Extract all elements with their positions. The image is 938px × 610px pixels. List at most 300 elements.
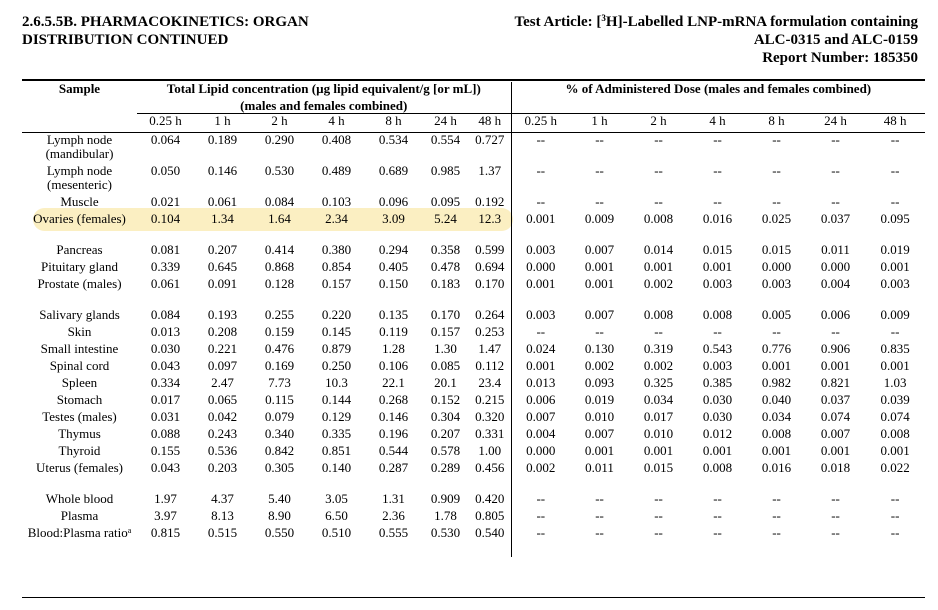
dose-cell: -- [654, 525, 663, 540]
sample-name: Pituitary gland [41, 259, 118, 274]
sample-name: Spleen [61, 375, 98, 390]
dose-cell: 0.007 [584, 426, 615, 441]
sample-name: Thymus [58, 426, 101, 441]
concentration-cell: 0.250 [321, 358, 352, 373]
dose-cell: -- [831, 163, 840, 178]
concentration-cell: 3.09 [382, 211, 405, 226]
sample-name-cell [22, 410, 137, 427]
sample-name-cell [22, 277, 137, 308]
concentration-cell: 1.64 [268, 211, 291, 226]
table-row [22, 526, 925, 557]
dose-cell: -- [511, 526, 570, 557]
concentration-cell: 2.47 [211, 375, 234, 390]
table-row [22, 461, 925, 492]
dose-cell: -- [713, 194, 722, 209]
dose-cell: 0.034 [761, 409, 792, 424]
dose-cell: 0.010 [584, 409, 615, 424]
concentration-cell: 0.805 [475, 508, 505, 523]
concentration-cell: 0.106 [378, 358, 409, 373]
dose-cell: -- [890, 508, 900, 523]
sample-name-cell [22, 461, 137, 492]
concentration-cell: 0.208 [207, 324, 238, 339]
concentration-cell: 0.103 [321, 194, 352, 209]
conc-timepoint-header: 1 h [214, 113, 231, 128]
concentration-cell: 0.079 [264, 409, 295, 424]
table-row [22, 359, 925, 376]
concentration-cell: 6.50 [325, 508, 348, 523]
concentration-cell: 0.851 [321, 443, 352, 458]
concentration-cell: 0.405 [378, 259, 409, 274]
dose-cell: 0.001 [761, 358, 792, 373]
dose-cell: -- [511, 509, 570, 526]
dose-cell: 0.008 [643, 211, 674, 226]
dose-cell: 0.017 [643, 409, 674, 424]
dose-cell: 0.008 [643, 307, 674, 322]
concentration-cell: 0.031 [150, 409, 181, 424]
conc-timepoint-header: 4 h [328, 113, 345, 128]
concentration-cell: 0.294 [378, 242, 409, 257]
sample-name: Ovaries (females) [33, 211, 126, 226]
dose-cell: 0.003 [702, 358, 733, 373]
dose-cell: 0.906 [820, 341, 851, 356]
concentration-cell: 0.157 [430, 324, 461, 339]
bottom-rule [22, 597, 925, 598]
concentration-cell: 0.909 [430, 491, 461, 506]
concentration-cell: 1.97 [154, 491, 177, 506]
dose-cell: 0.982 [761, 375, 792, 390]
dose-cell: -- [654, 491, 663, 506]
concentration-header: Total Lipid concentration (µg lipid equivalent/g [or mL]) [166, 81, 481, 96]
concentration-cell: 0.599 [475, 242, 505, 257]
dose-cell: -- [654, 324, 663, 339]
sample-name: Spinal cord [49, 358, 110, 373]
dose-timepoint-header: 0.25 h [511, 114, 570, 133]
dose-cell: 0.002 [643, 358, 674, 373]
concentration-cell: 0.320 [475, 409, 505, 424]
dose-cell: 0.001 [880, 358, 910, 373]
concentration-cell: 0.380 [321, 242, 352, 257]
concentration-cell: 0.476 [264, 341, 295, 356]
dose-timepoint-header: 1 h [591, 113, 608, 128]
conc-timepoint-header: 48 h [478, 113, 502, 128]
sample-name: Lymph node (mandibular) [45, 132, 114, 161]
report-number: Report Number: 185350 [762, 50, 918, 66]
concentration-cell: 0.253 [475, 324, 505, 339]
dose-cell: 0.011 [821, 242, 850, 257]
dose-cell: 0.008 [880, 426, 910, 441]
sample-name-cell [22, 444, 137, 461]
dose-cell: 0.776 [761, 341, 792, 356]
concentration-cell: 0.550 [264, 525, 295, 540]
dose-cell: 0.002 [511, 461, 570, 492]
dose-cell: 0.835 [880, 341, 910, 356]
concentration-cell: 0.243 [207, 426, 238, 441]
concentration-cell: 23.4 [478, 375, 502, 390]
dose-subheader-spacer [511, 99, 925, 114]
dose-cell: 0.024 [511, 342, 570, 359]
dose-cell: 0.016 [702, 211, 733, 226]
test-article-line [514, 13, 918, 31]
dose-cell: -- [595, 324, 604, 339]
concentration-cell: 0.727 [475, 132, 505, 147]
concentration-cell: 1.31 [382, 491, 405, 506]
dose-cell: 0.005 [761, 307, 792, 322]
concentration-cell: 0.115 [265, 392, 294, 407]
table-row [22, 133, 925, 165]
concentration-cell: 0.358 [430, 242, 461, 257]
dose-cell: 0.037 [820, 211, 851, 226]
conc-timepoint-header: 24 h [434, 113, 457, 128]
sample-name-cell [22, 212, 137, 243]
concentration-cell: 0.815 [150, 525, 181, 540]
dose-cell: 0.001 [584, 276, 615, 291]
organ-distribution-table [22, 82, 925, 557]
concentration-cell: 8.13 [211, 508, 234, 523]
dose-cell: -- [890, 324, 900, 339]
concentration-cell: 0.334 [150, 375, 181, 390]
dose-cell: 0.009 [584, 211, 615, 226]
dose-cell: 0.543 [702, 341, 733, 356]
concentration-cell: 2.34 [325, 211, 348, 226]
dose-cell: 0.040 [761, 392, 792, 407]
concentration-cell: 8.90 [268, 508, 291, 523]
concentration-cell: 0.414 [264, 242, 295, 257]
sample-name-cell [22, 195, 137, 212]
concentration-cell: 0.290 [264, 132, 295, 147]
sample-name-cell [22, 243, 137, 260]
dose-cell: -- [831, 508, 840, 523]
concentration-cell: 0.868 [264, 259, 295, 274]
dose-cell: 0.000 [820, 259, 851, 274]
sample-name-cell [22, 376, 137, 393]
concentration-cell: 0.489 [321, 163, 352, 178]
dose-cell: 0.039 [880, 392, 910, 407]
concentration-cell: 1.30 [434, 341, 457, 356]
concentration-cell: 0.304 [430, 409, 461, 424]
concentration-cell: 0.544 [378, 443, 409, 458]
concentration-cell: 0.042 [207, 409, 238, 424]
concentration-cell: 0.408 [321, 132, 352, 147]
sample-name-cell [22, 359, 137, 376]
concentration-cell: 0.129 [321, 409, 352, 424]
concentration-cell: 0.128 [264, 276, 295, 291]
dose-cell: 0.037 [820, 392, 851, 407]
sample-name: Whole blood [45, 491, 114, 506]
dose-cell: -- [772, 324, 781, 339]
concentration-cell: 1.00 [478, 443, 502, 458]
concentration-cell: 0.578 [430, 443, 461, 458]
dose-cell: 0.001 [511, 359, 570, 376]
concentration-cell: 2.36 [382, 508, 405, 523]
dose-cell: 0.093 [584, 375, 615, 390]
sample-name: Blood:Plasma ratio [27, 525, 128, 540]
dose-cell: 0.004 [820, 276, 851, 291]
section-heading [22, 13, 309, 49]
concentration-cell: 0.478 [430, 259, 461, 274]
footnote-marker: a [127, 526, 132, 535]
dose-cell: -- [511, 492, 570, 509]
concentration-cell: 0.159 [264, 324, 295, 339]
isotope-superscript: 3 [601, 13, 606, 23]
table-row [22, 509, 925, 526]
dose-cell: 0.008 [761, 426, 792, 441]
sample-column-header: Sample [58, 81, 101, 96]
dose-cell: 0.001 [820, 358, 851, 373]
concentration-cell: 0.119 [379, 324, 408, 339]
dose-cell: -- [595, 525, 604, 540]
sample-name-cell [22, 342, 137, 359]
concentration-cell: 1.47 [478, 341, 502, 356]
dose-cell: -- [595, 132, 604, 147]
sample-name-cell [22, 492, 137, 509]
dose-cell: -- [654, 194, 663, 209]
concentration-cell: 0.097 [207, 358, 238, 373]
dose-cell: 0.000 [511, 260, 570, 277]
dose-cell: 0.006 [820, 307, 851, 322]
sample-name-cell [22, 325, 137, 342]
test-article-heading [514, 13, 918, 67]
dose-cell: -- [654, 508, 663, 523]
dose-cell: -- [890, 525, 900, 540]
concentration-cell: 0.536 [207, 443, 238, 458]
dose-cell: -- [511, 133, 570, 165]
dose-timepoint-header: 2 h [650, 113, 667, 128]
dose-cell: -- [654, 163, 663, 178]
concentration-cell: 0.645 [207, 259, 238, 274]
dose-cell: -- [595, 163, 604, 178]
sample-name-cell [22, 509, 137, 526]
concentration-cell: 0.193 [207, 307, 238, 322]
dose-cell: -- [511, 325, 570, 342]
concentration-cell: 0.050 [150, 163, 181, 178]
conc-timepoint-header: 0.25 h [149, 113, 182, 128]
sample-name: Plasma [60, 508, 99, 523]
concentration-cell: 0.081 [150, 242, 181, 257]
concentration-cell: 20.1 [434, 375, 457, 390]
concentration-cell: 0.084 [264, 194, 295, 209]
dose-cell: 0.001 [584, 443, 615, 458]
concentration-cell: 1.28 [382, 341, 405, 356]
dose-cell: 0.001 [511, 212, 570, 243]
dose-cell: 0.003 [511, 243, 570, 260]
table-row [22, 277, 925, 308]
dose-cell: -- [511, 164, 570, 195]
concentration-cell: 0.268 [378, 392, 409, 407]
dose-cell: -- [713, 163, 722, 178]
dose-cell: 0.000 [511, 444, 570, 461]
concentration-cell: 5.40 [268, 491, 291, 506]
dose-cell: -- [772, 491, 781, 506]
concentration-cell: 7.73 [268, 375, 291, 390]
dose-cell: 0.001 [880, 259, 910, 274]
conc-timepoint-header: 2 h [271, 113, 288, 128]
dose-cell: -- [713, 324, 722, 339]
dose-cell: 0.074 [820, 409, 851, 424]
sample-name: Thyroid [58, 443, 101, 458]
dose-cell: 0.001 [761, 443, 792, 458]
concentration-cell: 0.215 [475, 392, 505, 407]
concentration-cell: 0.534 [378, 132, 409, 147]
dose-cell: 0.325 [643, 375, 674, 390]
dose-cell: 0.016 [761, 460, 792, 475]
dose-cell: 0.130 [584, 341, 615, 356]
concentration-cell: 0.065 [207, 392, 238, 407]
dose-cell: -- [772, 132, 781, 147]
concentration-cell: 0.305 [264, 460, 295, 475]
concentration-cell: 0.540 [475, 525, 505, 540]
dose-cell: 0.000 [761, 259, 792, 274]
concentration-cell: 0.170 [430, 307, 461, 322]
concentration-cell: 0.842 [264, 443, 295, 458]
test-article-suffix: H]-Labelled LNP-mRNA formulation containing [605, 14, 918, 30]
dose-cell: -- [713, 508, 722, 523]
concentration-cell: 0.084 [150, 307, 181, 322]
concentration-cell: 0.192 [475, 194, 505, 209]
concentration-cell: 0.085 [430, 358, 461, 373]
concentration-cell: 0.064 [150, 132, 181, 147]
dose-cell: 0.019 [584, 392, 615, 407]
dose-cell: 0.006 [511, 393, 570, 410]
dose-cell: -- [890, 194, 900, 209]
dose-cell: -- [654, 132, 663, 147]
concentration-cell: 22.1 [382, 375, 405, 390]
dose-cell: -- [831, 491, 840, 506]
concentration-cell: 0.264 [475, 307, 505, 322]
concentration-cell: 0.091 [207, 276, 238, 291]
concentration-cell: 0.287 [378, 460, 409, 475]
dose-cell: 0.001 [702, 443, 733, 458]
dose-cell: 0.015 [702, 242, 733, 257]
table-row [22, 393, 925, 410]
sample-name-cell [22, 526, 137, 557]
dose-cell: 0.011 [585, 460, 614, 475]
sample-name: Small intestine [40, 341, 119, 356]
dose-cell: 0.001 [643, 259, 674, 274]
concentration-cell: 0.017 [150, 392, 181, 407]
concentration-cell: 0.140 [321, 460, 352, 475]
concentration-cell: 0.112 [475, 358, 505, 373]
dose-cell: 0.004 [511, 427, 570, 444]
dose-timepoint-header: 8 h [768, 113, 785, 128]
sample-name: Prostate (males) [37, 276, 122, 291]
dose-cell: 0.002 [584, 358, 615, 373]
dose-cell: -- [511, 195, 570, 212]
concentration-cell: 0.694 [475, 259, 505, 274]
concentration-cell: 0.157 [321, 276, 352, 291]
dose-cell: 0.022 [880, 460, 910, 475]
sample-name-cell [22, 260, 137, 277]
table-row [22, 427, 925, 444]
table-row [22, 342, 925, 359]
concentration-cell: 0.021 [150, 194, 181, 209]
section-heading-line2: DISTRIBUTION CONTINUED [22, 32, 229, 48]
dose-cell: 0.003 [761, 276, 792, 291]
concentration-cell: 0.030 [150, 341, 181, 356]
concentration-cell: 0.339 [150, 259, 181, 274]
dose-cell: -- [831, 194, 840, 209]
dose-cell: 0.821 [820, 375, 851, 390]
dose-cell: 0.010 [643, 426, 674, 441]
concentration-cell: 0.555 [378, 525, 409, 540]
concentration-cell: 10.3 [325, 375, 348, 390]
concentration-subheader: (males and females combined) [137, 99, 511, 114]
table-row [22, 376, 925, 393]
concentration-cell: 3.97 [154, 508, 177, 523]
sample-name: Stomach [56, 392, 103, 407]
dose-cell: -- [772, 163, 781, 178]
dose-cell: -- [713, 491, 722, 506]
sample-name: Uterus (females) [36, 460, 123, 475]
concentration-cell: 0.146 [207, 163, 238, 178]
dose-cell: 0.001 [880, 443, 910, 458]
sample-name-cell [22, 393, 137, 410]
dose-cell: 0.007 [584, 242, 615, 257]
concentration-cell: 0.255 [264, 307, 295, 322]
dose-cell: 0.385 [702, 375, 733, 390]
concentration-cell: 0.854 [321, 259, 352, 274]
dose-cell: -- [831, 525, 840, 540]
concentration-cell: 0.554 [430, 132, 461, 147]
concentration-cell: 0.061 [150, 276, 181, 291]
dose-timepoint-header: 24 h [824, 113, 847, 128]
dose-cell: 0.018 [820, 460, 851, 475]
table-row [22, 195, 925, 212]
concentration-cell: 0.879 [321, 341, 352, 356]
sample-name: Pancreas [56, 242, 103, 257]
dose-cell: 0.001 [584, 259, 615, 274]
dose-cell: 0.009 [880, 307, 910, 322]
dose-cell: -- [713, 132, 722, 147]
dose-cell: 0.002 [643, 276, 674, 291]
concentration-cell: 0.530 [264, 163, 295, 178]
sample-name: Skin [67, 324, 92, 339]
dose-cell: 0.012 [702, 426, 733, 441]
dose-cell: -- [713, 525, 722, 540]
dose-cell: 0.003 [511, 308, 570, 325]
dose-cell: 0.003 [880, 276, 910, 291]
sample-name: Testes (males) [42, 409, 117, 424]
table-row [22, 212, 925, 243]
compounds-line: ALC-0315 and ALC-0159 [753, 32, 918, 48]
test-article-prefix: Test Article: [ [514, 14, 602, 30]
dose-cell: 0.074 [880, 409, 910, 424]
concentration-cell: 0.331 [475, 426, 505, 441]
concentration-cell: 0.340 [264, 426, 295, 441]
concentration-cell: 0.420 [475, 491, 505, 506]
concentration-cell: 0.510 [321, 525, 352, 540]
section-heading-line1: 2.6.5.5B. PHARMACOKINETICS: ORGAN [22, 14, 309, 30]
dose-cell: 0.001 [511, 277, 570, 308]
dose-cell: 0.030 [702, 392, 733, 407]
concentration-cell: 0.169 [264, 358, 295, 373]
concentration-cell: 5.24 [434, 211, 457, 226]
dose-cell: -- [772, 194, 781, 209]
dose-cell: 0.008 [702, 307, 733, 322]
concentration-cell: 0.221 [207, 341, 238, 356]
concentration-cell: 0.043 [150, 358, 181, 373]
sample-name: Salivary glands [39, 307, 120, 322]
dose-header: % of Administered Dose (males and females combined) [511, 82, 925, 99]
sample-name-cell [22, 427, 137, 444]
concentration-cell: 0.985 [430, 163, 461, 178]
concentration-cell: 1.78 [434, 508, 457, 523]
dose-cell: 0.001 [643, 443, 674, 458]
concentration-cell: 0.104 [150, 211, 181, 226]
sample-name: Lymph node (mesenteric) [46, 163, 113, 192]
dose-cell: 0.008 [702, 460, 733, 475]
table-row [22, 325, 925, 342]
concentration-cell: 0.095 [430, 194, 461, 209]
